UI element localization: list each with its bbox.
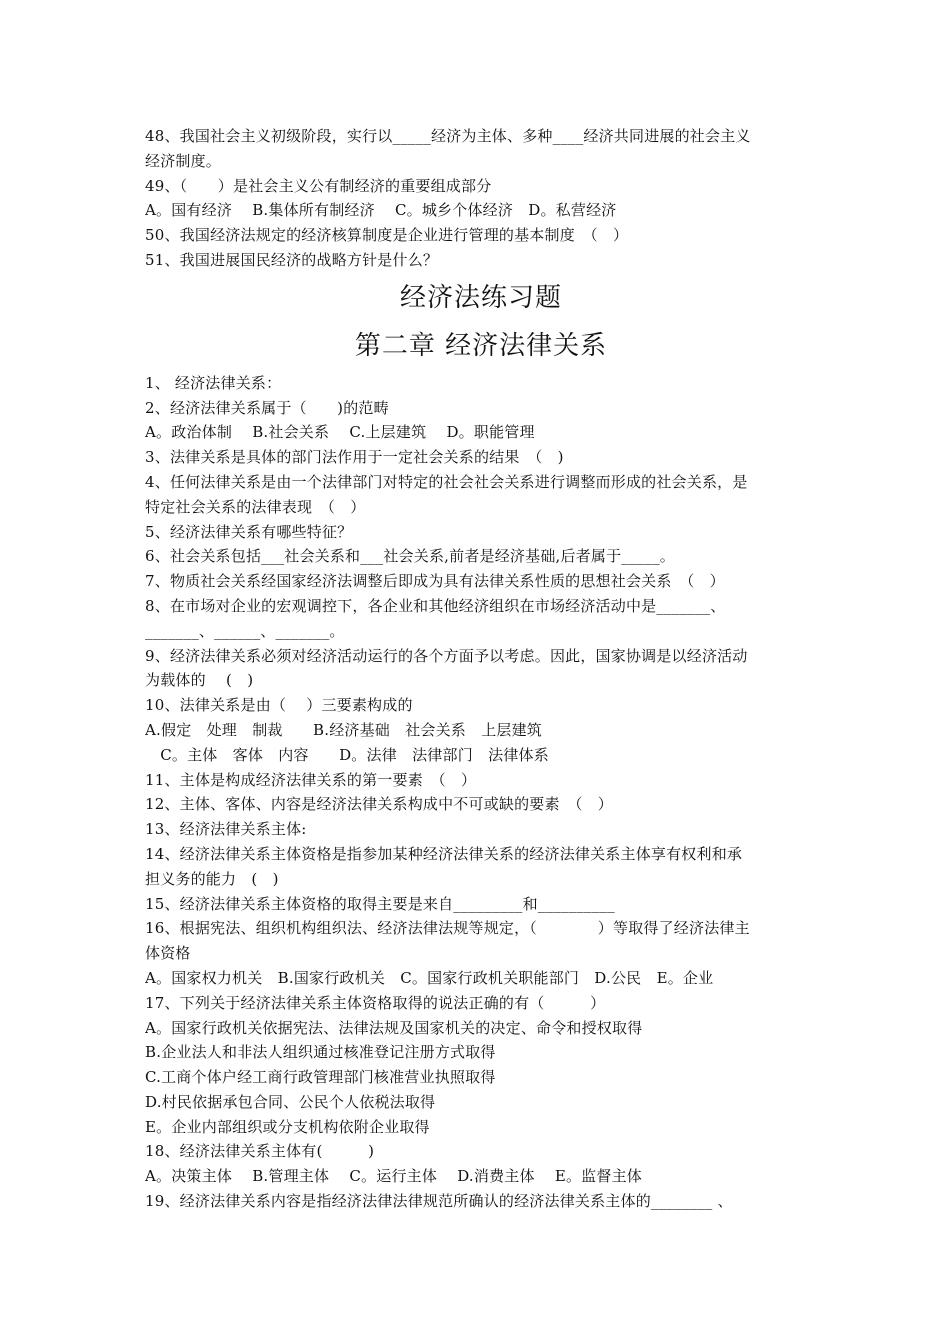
text-line: A。决策主体 B.管理主体 C。运行主体 D.消费主体 E。监督主体 <box>145 1167 642 1186</box>
text-line: 10、法律关系是由（ ）三要素构成的 <box>145 696 413 715</box>
text-line: 经济制度。 <box>145 151 222 170</box>
text-line: D.村民依据承包合同、公民个人依税法取得 <box>145 1092 436 1111</box>
text-line: C。主体 客体 内容 D。法律 法律部门 法律体系 <box>145 745 549 764</box>
text-line: 17、下列关于经济法律关系主体资格取得的说法正确的有（ ） <box>145 993 606 1012</box>
text-line: B.企业法人和非法人组织通过核准登记注册方式取得 <box>145 1043 496 1062</box>
text-line: C.工商个体户经工商行政管理部门核准营业执照取得 <box>145 1068 496 1087</box>
text-line: 2、经济法律关系属于（ )的范畴 <box>145 398 389 417</box>
text-line: 7、物质社会关系经国家经济法调整后即成为具有法律关系性质的思想社会关系 （ ） <box>145 572 725 591</box>
text-line: A。国有经济 B.集体所有制经济 C。城乡个体经济 D。私营经济 <box>145 201 617 220</box>
text-line: 体资格 <box>145 944 191 963</box>
text-line: 18、经济法律关系主体有( ) <box>145 1142 375 1161</box>
text-line: 51、我国进展国民经济的战略方针是什么？ <box>145 250 439 269</box>
text-line: 15、经济法律关系主体资格的取得主要是来自_________和__________ <box>145 894 615 913</box>
document-title: 经济法练习题 <box>399 282 562 313</box>
text-line: _______、______、_______。 <box>145 621 345 640</box>
text-line: 担义务的能力 ( ) <box>145 869 279 888</box>
text-line: 50、我国经济法规定的经济核算制度是企业进行管理的基本制度 （ ） <box>145 226 629 245</box>
text-line: 16、根据宪法、组织机构组织法、经济法律法规等规定，（ ）等取得了经济法律主 <box>145 919 750 938</box>
text-line: 12、主体、客体、内容是经济法律关系构成中不可或缺的要素 （ ） <box>145 795 613 814</box>
text-line: 49、（ ）是社会主义公有制经济的重要组成部分 <box>145 176 492 195</box>
text-line: 3、法律关系是具体的部门法作用于一定社会关系的结果 （ ) <box>145 448 564 467</box>
text-line: 48、我国社会主义初级阶段，实行以_____经济为主体、多种____经济共同进展的社会主义 <box>145 127 751 145</box>
text-line: 5、经济法律关系有哪些特征？ <box>145 522 353 541</box>
text-line: 11、主体是构成经济法律关系的第一要素 （ ） <box>145 770 477 789</box>
questions-48-51 <box>145 124 817 273</box>
text-line: 4、任何法律关系是由一个法律部门对特定的社会社会关系进行调整而形成的社会关系，是 <box>145 472 748 491</box>
text-line: A.假定 处理 制裁 B.经济基础 社会关系 上层建筑 <box>145 720 542 739</box>
text-line: A。国家权力机关 B.国家行政机关 C。国家行政机关职能部门 D.公民 E。企业 <box>145 968 714 987</box>
text-line: 为载体的 ( ) <box>145 671 254 690</box>
text-line: A。国家行政机关依据宪法、法律法规及国家机关的决定、命令和授权取得 <box>145 1018 643 1037</box>
text-line: A。政治体制 B.社会关系 C.上层建筑 D。职能管理 <box>145 423 535 442</box>
text-line: 13、经济法律关系主体: <box>145 820 307 839</box>
text-line: 特定社会关系的法律表现 （ ） <box>145 497 366 516</box>
page-content <box>145 124 817 1214</box>
text-line: 1、 经济法律关系： <box>145 373 282 392</box>
chapter-heading: 第二章 经济法律关系 <box>354 330 608 361</box>
chapter-two-questions <box>145 371 817 1214</box>
text-line: 19、经济法律关系内容是指经济法律法律规范所确认的经济法律关系主体的________ 、 <box>145 1192 733 1211</box>
text-line: 14、经济法律关系主体资格是指参加某种经济法律关系的经济法律关系主体享有权利和承 <box>145 844 743 863</box>
text-line: 6、社会关系包括___社会关系和___社会关系,前者是经济基础,后者属于_____。 <box>145 547 675 566</box>
text-line: 8、在市场对企业的宏观调控下，各企业和其他经济组织在市场经济活动中是_______、 <box>145 596 726 615</box>
text-line: E。企业内部组织或分支机构依附企业取得 <box>145 1117 430 1136</box>
text-line: 9、经济法律关系必须对经济活动运行的各个方面予以考虑。因此，国家协调是以经济活动 <box>145 646 748 665</box>
